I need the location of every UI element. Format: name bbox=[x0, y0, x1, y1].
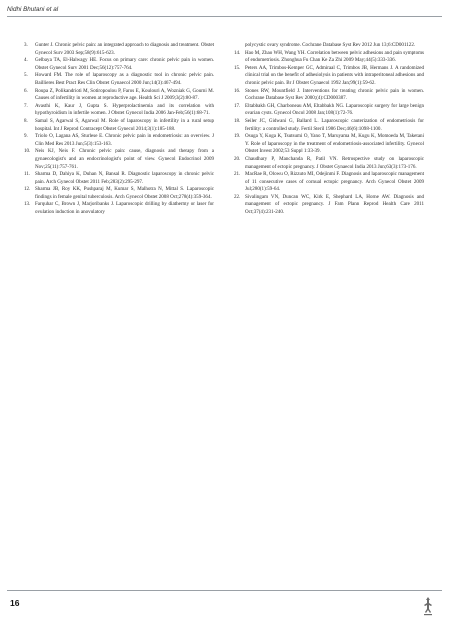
reference-item bbox=[24, 201, 214, 216]
reference-text: Triolo O, Lagana AS, Sturlese E. Chronic pelvic pain in endometriosis: an overview. J Clin Med Res 2013 Jun;5(3):153-163. bbox=[35, 133, 214, 147]
reference-text: Hao M, Zhao WH, Wang YH. Correlation between pelvic adhesions and pain symptoms of endometriosis. Zhonghua Fu Chan Ke Za Zhi 2009 May;44(5):333-336. bbox=[245, 49, 424, 64]
reference-item bbox=[24, 186, 214, 201]
reference-text: Howard FM. The role of laparoscopy as a diagnostic tool in chronic pelvic pain. Baillieres Best Pract Res Clin Obstet Gynaecol 2000 Jun;14(3):467-494. bbox=[35, 72, 214, 86]
reference-item bbox=[234, 156, 424, 171]
reference-item bbox=[234, 194, 424, 217]
journal-logo-icon bbox=[421, 596, 435, 616]
references-right-column bbox=[234, 42, 424, 217]
reference-item bbox=[234, 42, 424, 50]
reference-text: Sharma D, Dahiya K, Duhan N, Bansal R. Diagnostic laparoscopy in chronic pelvic pain. Arch Gynecol Obstet 2011 Feb;283(2):295-297. bbox=[35, 171, 214, 185]
reference-text: Samal S, Agarwal S, Agarwal M. Role of laparoscopy in infertility in a rural setup hospital. Int J Reprod Contracept Obstet Gynecol 2014;3(1):185-188. bbox=[35, 117, 214, 132]
reference-item bbox=[24, 57, 214, 72]
reference-item bbox=[24, 103, 214, 118]
reference-text: Sivalingam VN, Duncan WC, Kirk E, Shephard LA, Horne AW. Diagnosis and management of ectopic pregnancy. J Fam Plann Reprod Health Care 2011 Oct;37(4):231-240. bbox=[245, 193, 424, 216]
reference-item bbox=[234, 88, 424, 103]
header-rule bbox=[7, 16, 442, 17]
reference-item bbox=[234, 103, 424, 118]
reference-text: Roupa Z, Polikandrioti M, Sotiropoulou P, Faros E, Koulouri A, Wozniak G, Gourni M. Causes of infertility in women at reproductive age. Health Sci J 2009;3(2):80-87. bbox=[35, 87, 214, 102]
reference-number: 6. bbox=[24, 87, 28, 94]
reference-text: Gunter J. Chronic pelvic pain: an integrated approach to diagnosis and treatment. Obstet Gynecol Surv 2003 Sep;58(9):615-623. bbox=[35, 42, 214, 56]
reference-number: 15. bbox=[234, 64, 241, 71]
reference-number: 14. bbox=[234, 49, 241, 56]
reference-number: 20. bbox=[234, 155, 241, 162]
reference-text: Chaudhary P, Manchanda R, Patil VN. Retrospective study on laparoscopic management of ectopic pregnancy. J Obstet Gynaecol India 2013 Jun;63(3):173-176. bbox=[245, 155, 424, 170]
reference-text: Seiler JC, Gidwani G, Ballard L. Laparoscopic cauterization of endometriosis for fertility: a controlled study. Fertil Steril 1986 Dec;46(6):1098-1100. bbox=[245, 117, 424, 132]
reference-text: Sharma JB, Roy KK, Pushparaj M, Kumar S, Malhotra N, Mittal S. Laparoscopic findings in female genital tuberculosis. Arch Gynecol Obstet 2008 Oct;278(4):359-364. bbox=[35, 186, 214, 200]
reference-text: MacRae R, Olowu O, Rizzuto MI, Odejinmi F. Diagnosis and laparoscopic management of 11 consecutive cases of cornual ectopic pregnancy. Arch Gynecol Obstet 2009 Jul;280(1):59-64. bbox=[245, 171, 424, 193]
reference-item bbox=[24, 42, 214, 57]
reference-item bbox=[24, 148, 214, 171]
reference-text: Gelbaya TA, El-Halwagy HE. Focus on primary care: chronic pelvic pain in women. Obstet Gynecol Surv 2001 Dec;56(12):757-764. bbox=[35, 57, 214, 71]
reference-number: 4. bbox=[24, 57, 28, 64]
reference-number: 3. bbox=[24, 42, 28, 48]
reference-text: Farquhar C, Brown J, Marjoribanks J. Laparoscopic drilling by diathermy or laser for ovulation induction in anovulatory bbox=[35, 201, 214, 216]
reference-item bbox=[234, 50, 424, 65]
running-head: Nidhi Bhutani et al bbox=[7, 6, 59, 13]
reference-text: Neis KJ, Neis F. Chronic pelvic pain: cause, diagnosis and therapy from a gynaecologist's and an endocrinologist's point of view. Gynecol Endocrinol 2009 Nov;25(11):757-761. bbox=[35, 148, 214, 170]
footer-rule bbox=[7, 590, 442, 591]
reference-number: 13. bbox=[24, 201, 31, 208]
reference-number: 9. bbox=[24, 133, 28, 140]
reference-text: Peters AA, Trimbos-Kemper GC, Admiraal C, Trimbos JB, Hermans J. A randomized clinical trial on the benefit of adhesiolysis in patients with intraperitoneal adhesions and chronic pelvic pain. Br J Obstet Gynaecol 1992 Jan;99(1):59-62. bbox=[245, 64, 424, 86]
reference-text: Eltabbakh GH, Charboneau AM, Eltabbakh NG. Laparoscopic surgery for large benign ovarian cysts. Gynecol Oncol 2008 Jan;108(1):72-76. bbox=[245, 102, 424, 117]
reference-text: Osuga Y, Koga K, Tsutsumi O, Yano T, Maruyama M, Kugu K, Momoeda M, Taketani Y. Role of laparoscopy in the treatment of endometriosis-associated infertility. Gynecol Obstet Invest 2002;53 Suppl 1:33-39. bbox=[245, 133, 424, 155]
reference-item bbox=[24, 88, 214, 103]
reference-item bbox=[234, 65, 424, 88]
reference-number: 21. bbox=[234, 171, 241, 178]
reference-text: Avasthi K, Kaur J, Gupta S. Hyperprolactinemia and its correlation with hypothyroidism in infertile women. J Obstet Gynecol India 2006 Jan-Feb;56(1):68-71. bbox=[35, 102, 214, 117]
reference-number bbox=[234, 42, 245, 50]
reference-number: 18. bbox=[234, 117, 241, 124]
reference-number: 10. bbox=[24, 148, 31, 155]
page-number: 16 bbox=[10, 598, 20, 608]
reference-text: polycystic ovary syndrome. Cochrane Database Syst Rev 2012 Jun 13;6:CD001122. bbox=[245, 42, 416, 48]
reference-item bbox=[24, 118, 214, 133]
reference-number: 19. bbox=[234, 133, 241, 140]
reference-item bbox=[24, 171, 214, 186]
reference-number: 17. bbox=[234, 102, 241, 109]
reference-number: 5. bbox=[24, 72, 28, 79]
reference-number: 11. bbox=[24, 171, 31, 178]
reference-number: 22. bbox=[234, 193, 241, 200]
reference-item bbox=[234, 133, 424, 156]
reference-item bbox=[24, 133, 214, 148]
reference-item bbox=[234, 118, 424, 133]
reference-item bbox=[234, 171, 424, 194]
reference-text: Stones RW, Mountfield J. Interventions for treating chronic pelvic pain in women. Cochrane Database Syst Rev 2000;(4):CD000387. bbox=[245, 87, 424, 102]
reference-number: 12. bbox=[24, 186, 31, 193]
reference-number: 7. bbox=[24, 102, 28, 109]
reference-item bbox=[24, 72, 214, 87]
reference-number: 16. bbox=[234, 87, 241, 94]
reference-number: 8. bbox=[24, 117, 28, 124]
references-left-column bbox=[24, 42, 214, 217]
